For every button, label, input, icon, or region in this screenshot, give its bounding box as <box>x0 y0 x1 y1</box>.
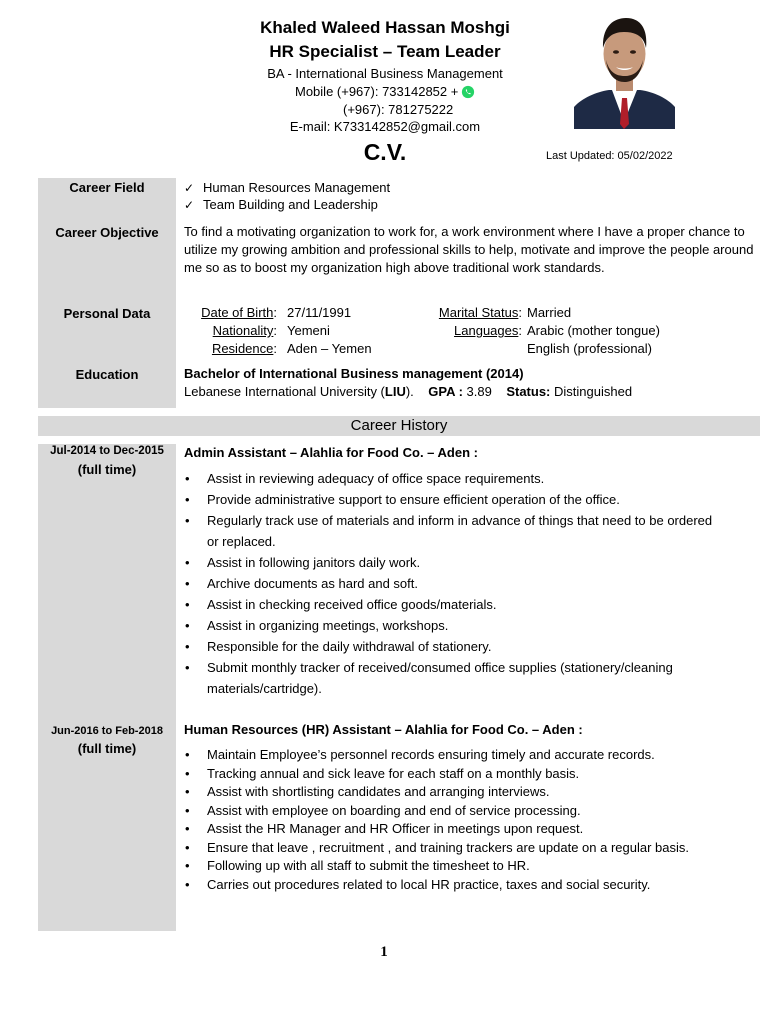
list-item: • Assist with shortlisting candidates and arranging interviews. <box>184 783 754 802</box>
language-2: English (professional) <box>527 341 653 356</box>
job-2-duties <box>184 746 754 894</box>
list-item: • Regularly track use of materials and inform in advance of things that need to be ordered or replaced. <box>184 510 724 552</box>
list-item: • Ensure that leave , recruitment , and training trackers are update on a regular basis. <box>184 839 754 858</box>
list-item: • Assist with employee on boarding and end of service processing. <box>184 802 754 821</box>
career-history-heading: Career History <box>38 416 760 436</box>
dob-value: 27/11/1991 <box>287 305 352 320</box>
career-field-content <box>184 179 390 213</box>
list-item: • Assist in reviewing adequacy of office space requirements. <box>184 468 724 489</box>
gpa-value: 3.89 <box>466 384 492 399</box>
career-objective-label: Career Objective <box>55 225 159 240</box>
languages-label: Languages <box>454 323 519 338</box>
list-item: • Assist the HR Manager and HR Officer in meetings upon request. <box>184 820 754 839</box>
status-label: Status: <box>506 384 551 399</box>
career-objective-text: To find a motivating organization to work for, a work environment where I have a proper chance to utilize my growing ambition and professional skills to help, motivate and improve the people around me so as to boost my organization high above traditional work standards. <box>184 224 754 275</box>
candidate-degree: BA - International Business Management <box>267 66 503 81</box>
gpa-label: GPA : <box>428 384 463 399</box>
job-2-period: Jun-2016 to Feb-2018 <box>51 725 163 737</box>
job-1-type: (full time) <box>77 462 137 477</box>
personal-data-content <box>184 304 660 358</box>
list-item: • Submit monthly tracker of received/consumed office supplies (stationery/cleaning materials/cartridge). <box>184 657 724 699</box>
residence-label: Residence <box>211 341 274 356</box>
candidate-name: Khaled Waleed Hassan Moshgi <box>260 18 510 37</box>
list-item: • Tracking annual and sick leave for each staff on a monthly basis. <box>184 765 754 784</box>
job-1-title: Admin Assistant – Alahlia for Food Co. – Aden : <box>184 445 478 460</box>
list-item: • Archive documents as hard and soft. <box>184 573 724 594</box>
nationality-value: Yemeni <box>287 323 330 338</box>
mobile-line <box>295 84 475 99</box>
job-1-duties <box>184 468 724 699</box>
cv-header <box>0 0 768 175</box>
list-item: • Assist in organizing meetings, workshops. <box>184 615 724 636</box>
candidate-role: HR Specialist – Team Leader <box>269 42 501 61</box>
status-value: Distinguished <box>554 384 633 399</box>
list-item: • Carries out procedures related to local HR practice, taxes and social security. <box>184 876 754 895</box>
job-2-duty-list <box>184 746 754 894</box>
checkmark-icon: ✓ <box>184 180 195 195</box>
list-item: • Maintain Employee’s personnel records ensuring timely and accurate records. <box>184 746 754 765</box>
residence-value: Aden – Yemen <box>287 341 372 356</box>
history-label-column <box>38 444 176 931</box>
document-title: C.V. <box>363 139 407 165</box>
personal-data-label: Personal Data <box>63 306 151 321</box>
email-address: E-mail: K733142852@gmail.com <box>289 119 481 134</box>
education-label: Education <box>75 367 139 382</box>
page-number: 1 <box>380 944 388 960</box>
list-item: ✓ Human Resources Management <box>184 179 391 195</box>
job-2-title: Human Resources (HR) Assistant – Alahlia for Food Co. – Aden : <box>184 722 583 737</box>
list-item: • Assist in following janitors daily work. <box>184 552 724 573</box>
dob-label: Date of Birth <box>201 305 274 320</box>
whatsapp-icon <box>461 85 475 99</box>
degree-title: Bachelor of International Business management (2014) <box>184 366 524 381</box>
list-item: • Provide administrative support to ensure efficient operation of the office. <box>184 489 724 510</box>
job-1-period: Jul-2014 to Dec-2015 <box>50 445 164 457</box>
language-1: Arabic (mother tongue) <box>527 323 660 338</box>
mobile-number-2: (+967): 781275222 <box>343 102 454 117</box>
education-content <box>184 365 632 401</box>
marital-value: Married <box>527 305 572 320</box>
last-updated: Last Updated: 05/02/2022 <box>546 150 673 162</box>
job-1-duty-list <box>184 468 724 699</box>
marital-label: Marital Status <box>438 305 519 320</box>
checkmark-icon: ✓ <box>184 197 195 212</box>
profile-photo <box>574 12 675 129</box>
list-item: • Assist in checking received office goods/materials. <box>184 594 724 615</box>
career-field-list <box>184 179 390 213</box>
career-field-label: Career Field <box>69 180 145 195</box>
list-item: • Responsible for the daily withdrawal of stationery. <box>184 636 724 657</box>
mobile-number: Mobile (+967): 733142852 + <box>295 84 459 99</box>
list-item: • Following up with all staff to submit the timesheet to HR. <box>184 857 754 876</box>
job-2-type: (full time) <box>77 741 137 756</box>
nationality-label: Nationality <box>212 323 274 338</box>
list-item: ✓ Team Building and Leadership <box>184 196 378 212</box>
university-line: Lebanese International University (LIU). GPA : 3.89 Status: Distinguished <box>184 384 633 399</box>
personal-data-table: Date of Birth: 27/11/1991 Marital Status: Married Nationality: Yemeni Languages: Arabic (mother tongue) Residence: Aden – Yemen English (professional) <box>201 305 660 356</box>
